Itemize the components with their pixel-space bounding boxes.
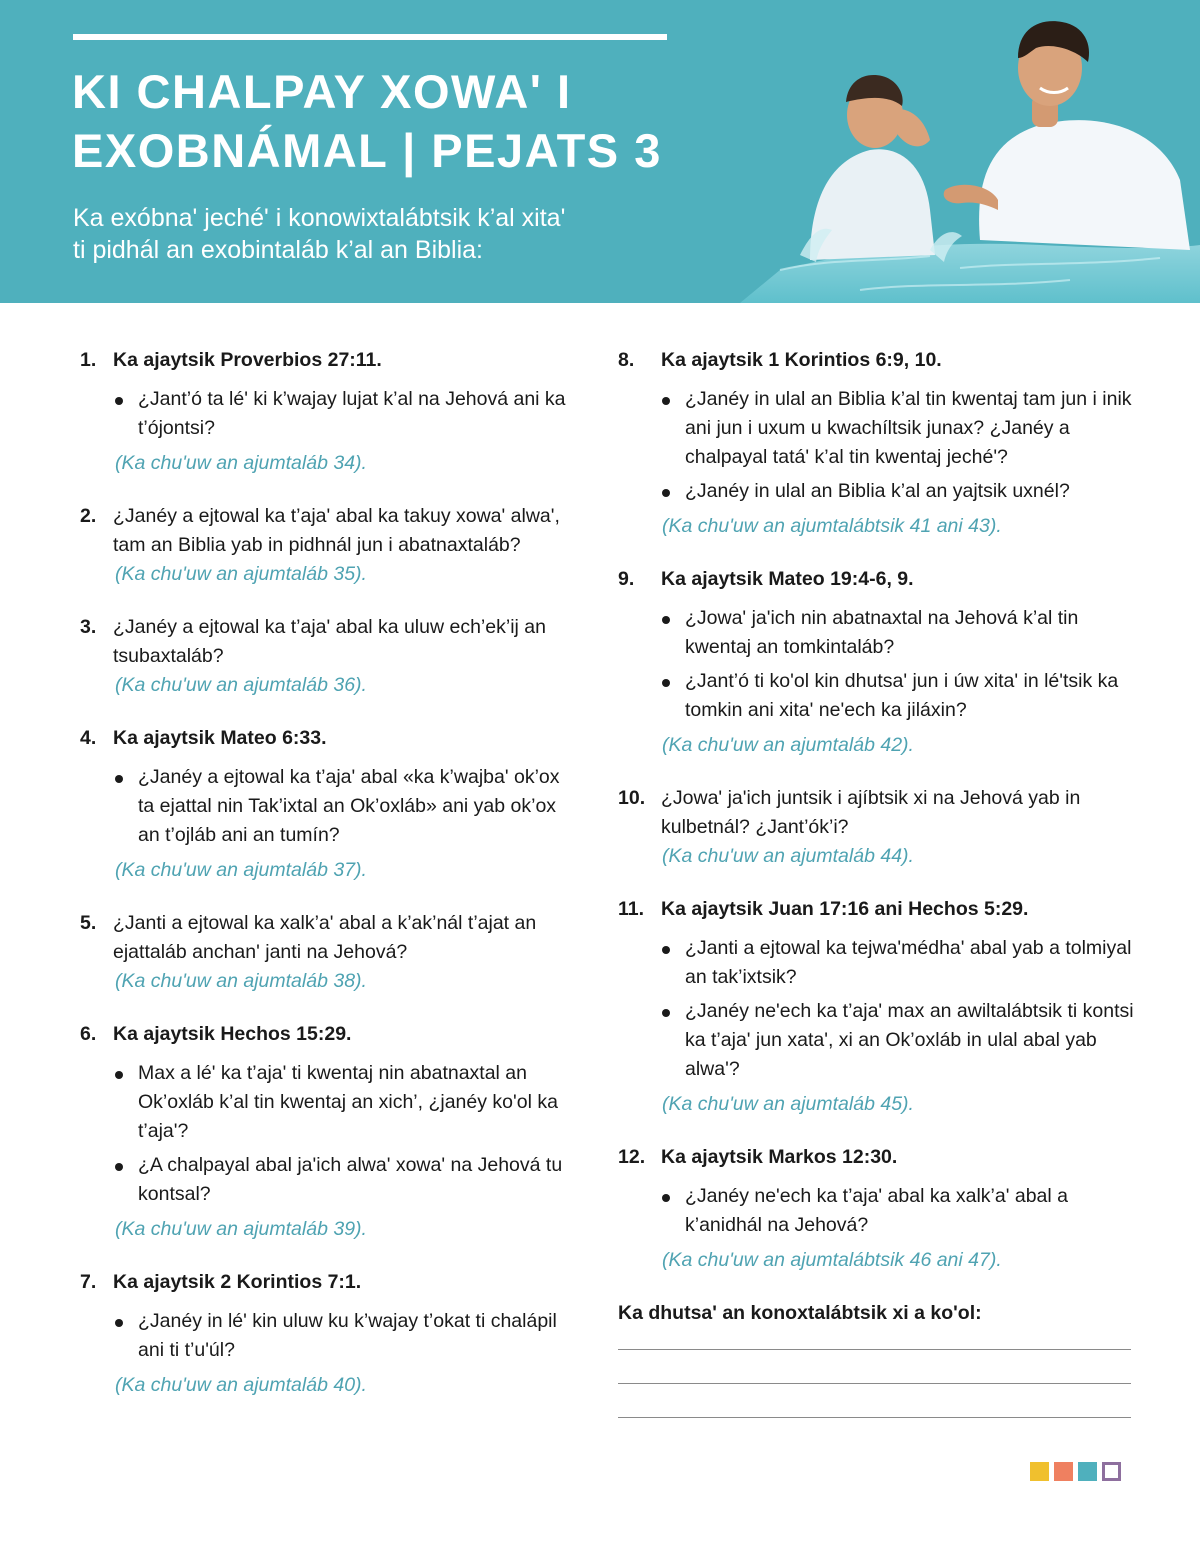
- question-5: [80, 909, 580, 996]
- question-number: 3.: [80, 616, 97, 638]
- question-bullet: Max a lé' ka t’aja' ti kwentaj nin abatnaxtal an Ok’oxláb k’al tin kwentaj an xich’, ¿janéy ko'ol ka t’aja'?: [115, 1059, 580, 1146]
- square-icon-orange: [1054, 1462, 1073, 1481]
- question-number: 10.: [618, 787, 646, 809]
- title-line-1: KI CHALPAY XOWA' I: [72, 65, 572, 118]
- question-3: [80, 613, 580, 700]
- question-9: [618, 565, 1138, 760]
- question-text: Ka ajaytsik Mateo 19:4-6, 9.: [661, 568, 914, 590]
- page-subtitle: [73, 202, 693, 266]
- paragraph-reference: (Ka chu'uw an ajumtaláb 34).: [115, 452, 367, 474]
- notes-heading: Ka dhutsa' an konoxtalábtsik xi a ko'ol:: [618, 1302, 982, 1324]
- bullet-icon: [115, 1163, 123, 1171]
- question-7: [80, 1268, 580, 1400]
- question-number: 7.: [80, 1271, 97, 1293]
- question-bullet: ¿Janéy ne'ech ka t’aja' max an awiltalábtsik ti kontsi ka t’aja' jun xata', xi an Ok’oxláb in ulal abal yab alwa'?: [662, 997, 1138, 1084]
- question-bullet: ¿Janéy ne'ech ka t’aja' abal ka xalk’a' abal a k’anidhál na Jehová?: [662, 1182, 1138, 1240]
- question-number: 11.: [618, 898, 645, 920]
- question-number: 1.: [80, 349, 97, 371]
- question-number: 5.: [80, 912, 97, 934]
- right-column: [618, 346, 1138, 1418]
- question-number: 9.: [618, 568, 635, 590]
- subtitle-line-2: ti pidhál an exobintaláb k’al an Biblia:: [73, 236, 483, 264]
- note-line[interactable]: [618, 1417, 1131, 1418]
- question-text: ¿Janéy a ejtowal ka t’aja' abal ka uluw ech’ek’ij an tsubaxtaláb?: [113, 616, 546, 667]
- question-text: Ka ajaytsik 2 Korintios 7:1.: [113, 1271, 362, 1293]
- question-6: [80, 1020, 580, 1244]
- paragraph-reference: (Ka chu'uw an ajumtaláb 40).: [115, 1374, 367, 1396]
- question-text: ¿Janti a ejtowal ka xalk’a' abal a k’ak’nál t’ajat an ejattaláb anchan' janti na Jehová?: [113, 912, 537, 963]
- question-text: Ka ajaytsik Mateo 6:33.: [113, 727, 327, 749]
- paragraph-reference: (Ka chu'uw an ajumtalábtsik 46 ani 47).: [662, 1249, 1002, 1271]
- question-bullet: ¿Janéy in ulal an Biblia k’al an yajtsik uxnél?: [662, 477, 1138, 506]
- bullet-icon: [115, 775, 123, 783]
- question-bullet: ¿Janéy a ejtowal ka t’aja' abal «ka k’wajba' ok’ox ta ejattal nin Tak’ixtal an Ok’oxláb» ani yab ok’ox an t’ojláb ani an tumín?: [115, 763, 580, 850]
- bullet-icon: [662, 489, 670, 497]
- paragraph-reference: (Ka chu'uw an ajumtaláb 42).: [662, 734, 914, 756]
- notes-section: [618, 1299, 1138, 1418]
- question-text: ¿Jowa' ja'ich juntsik i ajíbtsik xi na Jehová yab in kulbetnál? ¿Jant’ók’i?: [661, 787, 1081, 838]
- question-2: [80, 502, 580, 589]
- question-text: Ka ajaytsik Hechos 15:29.: [113, 1023, 352, 1045]
- bullet-icon: [115, 1071, 123, 1079]
- bullet-icon: [662, 679, 670, 687]
- question-number: 2.: [80, 505, 97, 527]
- title-line-2: EXOBNÁMAL | PEJATS 3: [72, 124, 662, 177]
- question-bullet: ¿Janéy in ulal an Biblia k’al tin kwentaj tam jun i inik ani jun i uxum u kwachíltsik junax? ¿Janéy a chalpayal tatá' k’al tin kwentaj jeché'?: [662, 385, 1138, 472]
- question-11: [618, 895, 1138, 1119]
- paragraph-reference: (Ka chu'uw an ajumtaláb 35).: [115, 563, 367, 585]
- header-rule: [73, 34, 667, 40]
- paragraph-reference: (Ka chu'uw an ajumtalábtsik 41 ani 43).: [662, 515, 1002, 537]
- question-number: 6.: [80, 1023, 97, 1045]
- bullet-icon: [662, 1009, 670, 1017]
- question-number: 8.: [618, 349, 635, 371]
- paragraph-reference: (Ka chu'uw an ajumtaláb 45).: [662, 1093, 914, 1115]
- question-number: 4.: [80, 727, 97, 749]
- bullet-icon: [115, 397, 123, 405]
- square-icon-outline: [1102, 1462, 1121, 1481]
- question-text: ¿Janéy a ejtowal ka t’aja' abal ka takuy xowa' alwa', tam an Biblia yab in pidhnál jun i abatnaxtaláb?: [113, 505, 560, 556]
- question-1: [80, 346, 580, 478]
- bullet-icon: [115, 1319, 123, 1327]
- paragraph-reference: (Ka chu'uw an ajumtaláb 38).: [115, 970, 367, 992]
- color-squares: [1030, 1462, 1121, 1481]
- question-bullet: ¿Jant’ó ta lé' ki k’wajay lujat k’al na Jehová ani ka t’ójontsi?: [115, 385, 580, 443]
- question-text: Ka ajaytsik Proverbios 27:11.: [113, 349, 382, 371]
- question-bullet: ¿A chalpayal abal ja'ich alwa' xowa' na Jehová tu kontsal?: [115, 1151, 580, 1209]
- bullet-icon: [662, 397, 670, 405]
- question-12: [618, 1143, 1138, 1275]
- question-8: [618, 346, 1138, 541]
- square-icon-teal: [1078, 1462, 1097, 1481]
- question-text: Ka ajaytsik Markos 12:30.: [661, 1146, 898, 1168]
- question-bullet: ¿Jant’ó ti ko'ol kin dhutsa' jun i úw xita' in lé'tsik ka tomkin ani xita' ne'ech ka jiláxin?: [662, 667, 1138, 725]
- bullet-icon: [662, 1194, 670, 1202]
- header-banner: [0, 0, 1200, 303]
- paragraph-reference: (Ka chu'uw an ajumtaláb 44).: [662, 845, 914, 867]
- question-number: 12.: [618, 1146, 646, 1168]
- question-bullet: ¿Janti a ejtowal ka tejwa'médha' abal yab a tolmiyal an tak’ixtsik?: [662, 934, 1138, 992]
- page-title: [72, 62, 712, 180]
- question-text: Ka ajaytsik Juan 17:16 ani Hechos 5:29.: [661, 898, 1029, 920]
- note-line[interactable]: [618, 1383, 1131, 1384]
- left-column: [80, 346, 580, 1424]
- square-icon-yellow: [1030, 1462, 1049, 1481]
- question-4: [80, 724, 580, 885]
- paragraph-reference: (Ka chu'uw an ajumtaláb 37).: [115, 859, 367, 881]
- question-bullet: ¿Janéy in lé' kin uluw ku k’wajay t’okat ti chalápil ani ti t’u'úl?: [115, 1307, 580, 1365]
- question-bullet: ¿Jowa' ja'ich nin abatnaxtal na Jehová k’al tin kwentaj an tomkintaláb?: [662, 604, 1138, 662]
- question-text: Ka ajaytsik 1 Korintios 6:9, 10.: [661, 349, 942, 371]
- paragraph-reference: (Ka chu'uw an ajumtaláb 36).: [115, 674, 367, 696]
- bullet-icon: [662, 946, 670, 954]
- baptism-illustration: [740, 0, 1200, 303]
- bullet-icon: [662, 616, 670, 624]
- subtitle-line-1: Ka exóbna' jeché' i konowixtalábtsik k’al xita': [73, 204, 566, 232]
- paragraph-reference: (Ka chu'uw an ajumtaláb 39).: [115, 1218, 367, 1240]
- question-10: [618, 784, 1138, 871]
- note-line[interactable]: [618, 1349, 1131, 1350]
